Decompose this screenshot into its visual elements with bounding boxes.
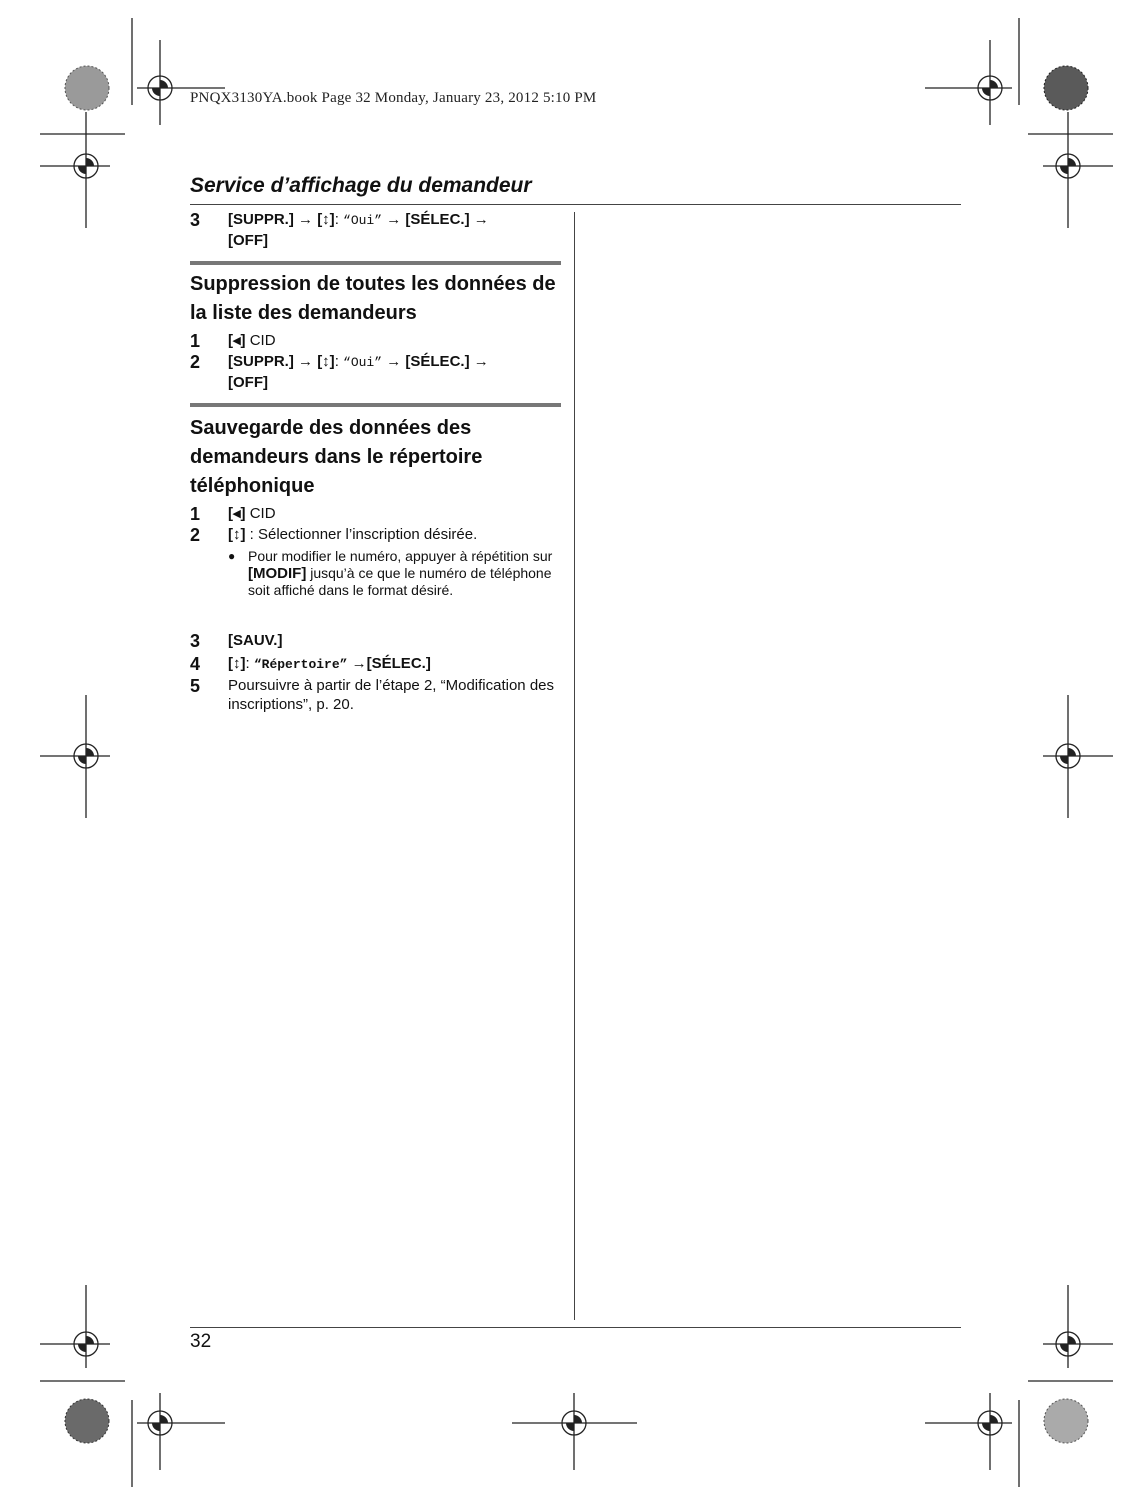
modif-key: [MODIF] <box>248 565 307 582</box>
colon: : <box>334 211 344 228</box>
step-description: : Sélectionner l’inscription désirée. <box>245 526 478 543</box>
bullet-text-part: jusqu’à ce que le numéro de téléphone soit affiché dans le format désiré. <box>248 565 552 598</box>
step-text <box>228 504 558 524</box>
s2-step-5 <box>190 676 565 716</box>
arrow: → <box>469 211 489 228</box>
step-text <box>228 631 558 651</box>
display-value: “Oui” <box>343 355 383 370</box>
bullet-dot: ● <box>228 549 236 563</box>
step-text <box>228 210 558 251</box>
s1-step-1 <box>190 331 565 351</box>
colon: : <box>245 655 254 672</box>
arrow: → <box>382 353 406 370</box>
select-key: [SÉLEC.] <box>405 211 470 228</box>
step-text: Poursuivre à partir de l’étape 2, “Modification des inscriptions”, p. 20. <box>228 677 555 713</box>
cid-label: CID <box>245 332 276 349</box>
footer-rule <box>190 1327 961 1328</box>
s1-step-2 <box>190 352 565 396</box>
updown-key: [↕] <box>317 211 335 228</box>
display-value: “Répertoire” <box>253 657 348 672</box>
section-title: Service d’affichage du demandeur <box>190 174 532 197</box>
step-number: 3 <box>190 631 201 651</box>
step-text <box>228 525 558 545</box>
column-divider <box>574 212 575 1320</box>
section-bar <box>190 403 561 407</box>
suppr-key: [SUPPR.] <box>228 353 294 370</box>
page-number: 32 <box>190 1331 212 1352</box>
note-bullet <box>228 548 558 628</box>
s2-step-4 <box>190 654 565 674</box>
off-key: [OFF] <box>228 374 268 391</box>
updown-key: [↕] <box>228 655 246 672</box>
step-number: 4 <box>190 654 201 674</box>
step-number: 1 <box>190 331 201 351</box>
colon: : <box>334 353 344 370</box>
select-key: [SÉLEC.] <box>405 353 470 370</box>
step-text <box>228 352 558 393</box>
step-number: 5 <box>190 676 201 696</box>
step-number: 3 <box>190 210 201 230</box>
arrow: → <box>347 655 367 672</box>
left-key: [◂] <box>228 505 246 522</box>
arrow: → <box>293 211 318 228</box>
step-number: 1 <box>190 504 201 524</box>
step-number: 2 <box>190 525 201 545</box>
s2-step-1 <box>190 504 565 524</box>
bullet-text <box>248 548 553 599</box>
off-key: [OFF] <box>228 232 268 249</box>
section-heading-save-to-phonebook: Sauvegarde des données des demandeurs dans le répertoire téléphonique <box>190 417 483 497</box>
sauv-key: [SAUV.] <box>228 632 283 649</box>
bullet-text-part: Pour modifier le numéro, appuyer à répétition sur <box>248 548 553 564</box>
step-text <box>228 654 558 675</box>
arrow: → <box>469 353 489 370</box>
updown-key: [↕] <box>317 353 335 370</box>
s2-step-2 <box>190 525 565 545</box>
section-bar <box>190 261 561 265</box>
select-key: [SÉLEC.] <box>366 655 431 672</box>
arrow: → <box>382 211 406 228</box>
left-key: [◂] <box>228 332 246 349</box>
s2-step-3 <box>190 631 565 651</box>
step-text <box>228 331 558 351</box>
intro-step-3 <box>190 210 565 254</box>
step-number: 2 <box>190 352 201 372</box>
cid-label: CID <box>245 505 276 522</box>
section-heading-delete-all: Suppression de toutes les données de la liste des demandeurs <box>190 273 556 324</box>
updown-key: [↕] <box>228 526 246 543</box>
suppr-key: [SUPPR.] <box>228 211 294 228</box>
print-header: PNQX3130YA.book Page 32 Monday, January 23, 2012 5:10 PM <box>190 90 597 106</box>
display-value: “Oui” <box>343 213 383 228</box>
arrow: → <box>293 353 318 370</box>
title-rule <box>190 204 961 205</box>
